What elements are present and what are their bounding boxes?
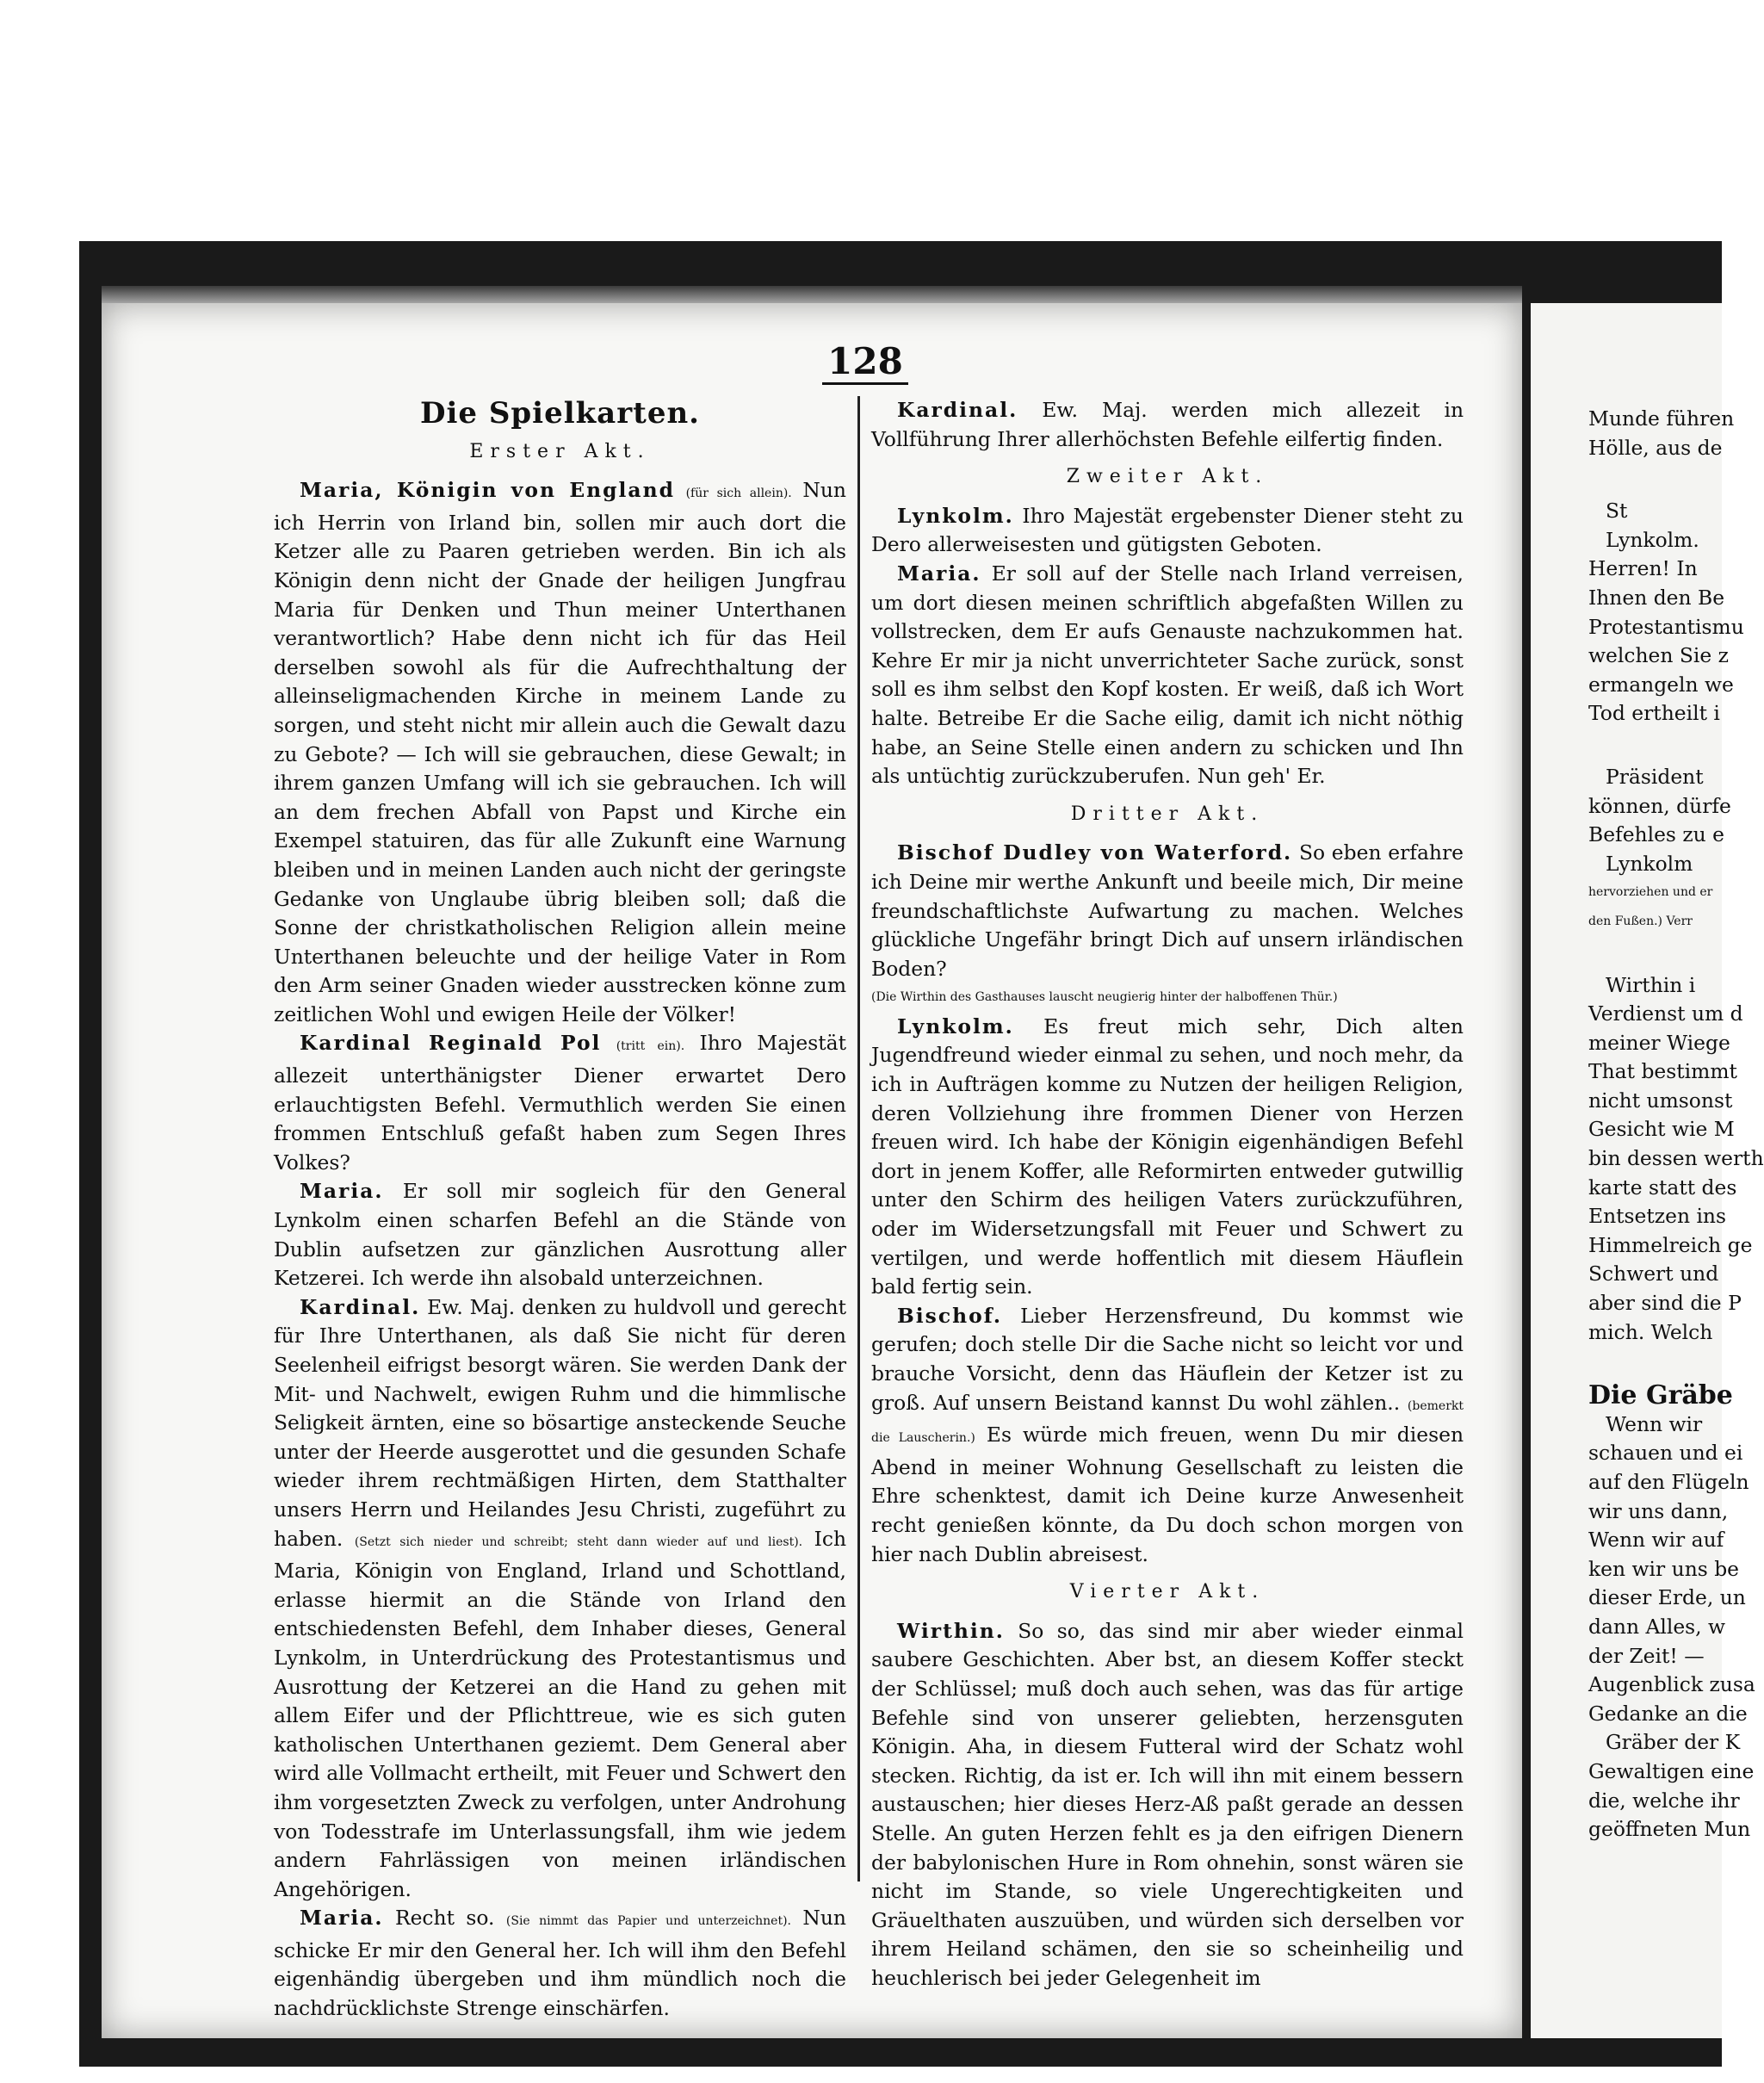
dialogue-text: Ew. Maj. denken zu huldvoll und gerecht für Ihre Unterthanen, als daß Sie nicht für deren Seelenheil eifrigst besorgt wären. Sie werden Dank der Mit- und Nachwelt, ewigen Ruhm und die himmlische Seligkeit ärnten, eine so bösartige ansteckende Seuche unter der Heerde ausgerottet und die gesunden Schafe wieder ihrem rechtmäßigen Hirten, dem Statthalter unsers Herrn und Heilandes Jesu Christi, zugeführt zu haben. [274, 1294, 847, 1551]
dialogue-paragraph [871, 1302, 1464, 1569]
fragment-line: meiner Wiege [1588, 1030, 1730, 1055]
dialogue-paragraph [871, 1013, 1464, 1302]
right-column [871, 396, 1464, 1993]
dialogue-paragraph [274, 1904, 846, 2023]
fragment-line: Befehles zu e [1588, 822, 1725, 847]
dialogue-text: Ihro Majestät allezeit unterthänigster Diener erwartet Dero erlauchtigsten Befehl. Vermuthlich werden Sie einen frommen Entschluß gefaßt haben zum Segen Ihres Volkes? [274, 1031, 847, 1175]
fragment-line: Wirthin i [1606, 972, 1696, 997]
fragment-line: Lynkolm. [1606, 527, 1699, 552]
dialogue-text: Lieber Herzensfreund, Du kommst wie gerufen; doch stelle Dir die Sache nicht so leicht vor und brauche Vorsicht, denn das Häuflein der Ketzer ist zu groß. Auf unsern Beistand kannst Du wohl zählen.. [871, 1303, 1464, 1415]
stage-direction: (bemerkt die Lauscherin.) [871, 1398, 1464, 1446]
fragment-line: Munde führen [1588, 406, 1735, 431]
speaker-name: Kardinal Reginald Pol [300, 1031, 602, 1056]
fragment-line: dieser Erde, un [1588, 1585, 1746, 1610]
dialogue-text: Er soll auf der Stelle nach Irland verreisen, um dort diesen meinen schriftlich abgefaßten Willen zu vollstrecken, dem Er aufs Genauste nachzukommen hat. Kehre Er mir ja nicht unverrichteter Sache zurück, sonst soll es ihm selbst den Kopf kosten. Er weiß, daß ich Wort halte. Betreibe Er die Sache eilig, damit ich nicht nöthig habe, an Seine Stelle einen andern zu schicken und Ihn als untüchtig zurückzuberufen. Nun geh' Er. [871, 561, 1464, 789]
dialogue-text: Nun ich Herrin von Irland bin, sollen mir auch dort die Ketzer alle zu Paaren getrieben werden. Bin ich als Königin denn nicht der Gnade der heiligen Jungfrau Maria für Denken und Thun meiner Unterthanen verantwortlich? Habe denn nicht ich für das Heil derselben sowohl als für die Aufrechthaltung der alleinseligmachenden Kirche in meinem Lande zu sorgen, und steht nicht mir allein auch die Gewalt dazu zu Gebote? — Ich will sie gebrauchen, diese Gewalt; in ihrem ganzen Umfang will ich sie gebrauchen. Ich will an dem frechen Abfall von Papst und Kirche ein Exempel statuiren, das für alle Zukunft eine Warnung bleiben und in meinen Landen auch nicht der geringste Gedanke von Unglaube übrig bleiben soll; daß die Sonne der christkatholischen Religion allein meine Unterthanen beleuchte und der heilige Vater in Rom den Arm seiner Gnaden wieder ausstrecken könne zum zeitlichen Wohl und ewigen Heile der Völker! [274, 478, 846, 1026]
dialogue-text: Nun schicke Er mir den General her. Ich will ihm den Befehl eigenhändig übergeben und ihm mündlich noch die nachdrücklichste Strenge einschärfen. [274, 1906, 846, 2021]
play-title: Die Spielkarten. [419, 396, 701, 431]
fragment-line: Verdienst um d [1588, 1001, 1743, 1026]
dialogue-paragraph [871, 560, 1464, 791]
column-divider [857, 396, 860, 1882]
fragment-line: Schwert und [1588, 1262, 1719, 1286]
speaker-name: Bischof Dudley von Waterford. [897, 840, 1293, 865]
stage-direction: (tritt ein). [616, 1039, 685, 1054]
act-heading: Dritter Akt. [1070, 803, 1265, 825]
stage-direction: (für sich allein). [685, 487, 792, 501]
stage-direction: (Sie nimmt das Papier und unterzeichnet). [505, 1914, 791, 1929]
fragment-line: karte statt des [1588, 1175, 1737, 1200]
fragment-line: ken wir uns be [1588, 1556, 1740, 1581]
dialogue-text: Ich Maria, Königin von England, Irland und Schottland, erlasse hiermit an die Stände von Irland den entschiedensten Befehl, dem Inhaber dieses, General Lynkolm, in Unterdrückung des Protestantismus und Ausrottung der Ketzerei an die Hand zu gehen mit allem Eifer und der Pflichttreue, wie es sich guten katholischen Unterthanen geziemt. Dem General aber wird alle Vollmacht ertheilt, mit Feuer und Schwert den ihm vorgesetzten Zweck zu verfolgen, unter Androhung von Todesstrafe im Unterlassungsfall, ihm wie jedem andern Fahrlässigen von meinen irländischen Angehörigen. [274, 1526, 847, 1901]
fragment-line: Lynkolm [1606, 851, 1693, 876]
speaker-name: Maria, Königin von England [300, 478, 675, 503]
fragment-line: Hölle, aus de [1588, 435, 1723, 460]
dialogue-text: Ihro Majestät ergebenster Diener steht zu Dero allerweisesten und gütigsten Geboten. [871, 503, 1464, 557]
fragment-line: Ihnen den Be [1588, 585, 1725, 610]
speaker-name: Lynkolm. [897, 1014, 1014, 1038]
fragment-line: Gewaltigen eine [1588, 1758, 1755, 1783]
fragment-line: hervorziehen und er [1588, 885, 1713, 900]
act-heading: Erster Akt. [469, 440, 651, 462]
fragment-line: können, dürfe [1588, 793, 1731, 818]
page-number: 128 [822, 341, 908, 385]
dialogue-paragraph [871, 502, 1464, 560]
fragment-line: die, welche ihr [1588, 1788, 1740, 1813]
speaker-name: Kardinal. [897, 398, 1018, 422]
fragment-line: Gräber der K [1606, 1730, 1741, 1755]
fragment-heading: Die Gräbe [1588, 1380, 1733, 1411]
dialogue-text: So eben erfahre ich Deine mir werthe Ankunft und beeile mich, Dir meine freundschaftlichste Aufwartung zu machen. Welches glückliche Ungefähr bringt Dich auf unsern irländischen Boden? [871, 840, 1464, 981]
dialogue-text: Er soll mir sogleich für den General Lynkolm einen scharfen Befehl an die Stände von Dublin aufsetzen zur gänzlichen Ausrottung aller Ketzerei. Ich werde ihn alsobald unterzeichnen. [274, 1179, 846, 1291]
speaker-name: Maria. [897, 561, 981, 586]
fragment-line: Gesicht wie M [1588, 1117, 1735, 1142]
fragment-line: That bestimmt [1588, 1059, 1737, 1084]
next-page-text-fragments [1588, 405, 1764, 1844]
speaker-name: Wirthin. [897, 1618, 1005, 1643]
fragment-line: Gedanke an die [1588, 1701, 1748, 1726]
fragment-line: Herren! In [1588, 556, 1698, 581]
fragment-line: Präsident [1606, 764, 1704, 789]
act-heading: Vierter Akt. [1069, 1581, 1266, 1603]
act-heading: Zweiter Akt. [1066, 466, 1269, 488]
speaker-name: Bischof. [897, 1303, 1003, 1328]
fragment-line: den Fußen.) Verr [1588, 914, 1693, 928]
dialogue-paragraph [274, 1177, 846, 1293]
dialogue-paragraph [274, 1293, 846, 1904]
fragment-line: wir uns dann, [1588, 1498, 1729, 1523]
dialogue-paragraph [871, 839, 1464, 983]
dialogue-paragraph [274, 1029, 846, 1177]
fragment-line: Himmelreich ge [1588, 1232, 1753, 1257]
dialogue-text: Ew. Maj. werden mich allezeit in Vollführung Ihrer allerhöchsten Befehle eilfertig finden. [871, 398, 1464, 451]
fragment-line: dann Alles, w [1588, 1614, 1726, 1639]
fragment-line: ermangeln we [1588, 672, 1734, 697]
fragment-line: geöffneten Mun [1588, 1817, 1751, 1842]
dialogue-paragraph [871, 396, 1464, 454]
fragment-line: Wenn wir [1606, 1411, 1703, 1436]
fragment-line: nicht umsonst [1588, 1088, 1733, 1113]
fragment-line: Protestantismu [1588, 614, 1744, 639]
fragment-line: Tod ertheilt i [1588, 701, 1720, 726]
dialogue-text: Recht so. [394, 1906, 495, 1931]
fragment-line: Entsetzen ins [1588, 1204, 1726, 1229]
fragment-line: aber sind die P [1588, 1291, 1742, 1316]
stage-direction: (Die Wirthin des Gasthauses lauscht neugierig hinter der halboffenen Thür.) [871, 990, 1338, 1005]
fragment-line: mich. Welch [1588, 1319, 1713, 1344]
dialogue-paragraph [871, 1617, 1464, 1993]
fragment-line: welchen Sie z [1588, 643, 1729, 668]
fragment-line: schauen und ei [1588, 1441, 1743, 1466]
fragment-line: der Zeit! — [1588, 1643, 1705, 1668]
fragment-line: Wenn wir auf [1588, 1528, 1724, 1553]
dialogue-text: Es freut mich sehr, Dich alten Jugendfreund wieder einmal zu sehen, und noch mehr, da ich in Aufträgen komme zu Nutzen der heiligen Religion, deren Vollziehung ihre frommen Diener von Herzen freuen wird. Ich habe der Königin eigenhändigen Befehl dort in jenem Koffer, alle Reformirten entweder gutwillig unter den Schirm des heiligen Vaters zurückzuführen, oder im Widersetzungsfall mit Feuer und Schwert zu vertilgen, und werde hoffentlich mit diesem Häuflein bald fertig sein. [871, 1014, 1464, 1299]
fragment-heading: St [1606, 499, 1628, 524]
speaker-name: Kardinal. [300, 1294, 421, 1319]
dialogue-paragraph [274, 476, 846, 1029]
speaker-name: Maria. [300, 1179, 384, 1204]
dialogue-text: So so, das sind mir aber wieder einmal saubere Geschichten. Aber bst, an diesem Koffer steckt der Schlüssel; muß doch auch sehen, was das für artige Befehle sind von unserer geliebten, herzensguten Königin. Aha, in diesem Futteral wird der Schatz wohl stecken. Richtig, da ist er. Ich will ihn mit einem bessern austauschen; hier dieses Herz-Aß paßt gerade an dessen Stelle. An guten Herzen fehlt es ja den eifrigen Dienern der babylonischen Hure in Rom ohnehin, sonst wären sie nicht im Stande, so viele Ungerechtigkeiten und Gräuelthaten auszuüben, und würden sich derselben vor ihrem Heiland schämen, den sie so scheinheilig und heuchlerisch bei jeder Gelegenheit im [871, 1618, 1464, 1990]
fragment-line: auf den Flügeln [1588, 1470, 1749, 1494]
fragment-line: bin dessen werth [1588, 1146, 1764, 1171]
fragment-line: Augenblick zusa [1588, 1672, 1755, 1697]
dialogue-text: Es würde mich freuen, wenn Du mir diesen Abend in meiner Wohnung Gesellschaft zu leisten die Ehre schenktest, damit ich Deine kurze Anwesenheit recht genießen könnte, da Du doch schon morgen von hier nach Dublin abreisest. [871, 1423, 1464, 1566]
stage-direction: (Setzt sich nieder und schreibt; steht dann wieder auf und liest). [354, 1534, 803, 1549]
speaker-name: Maria. [300, 1906, 384, 1931]
speaker-name: Lynkolm. [897, 503, 1014, 528]
left-column [274, 396, 846, 2024]
